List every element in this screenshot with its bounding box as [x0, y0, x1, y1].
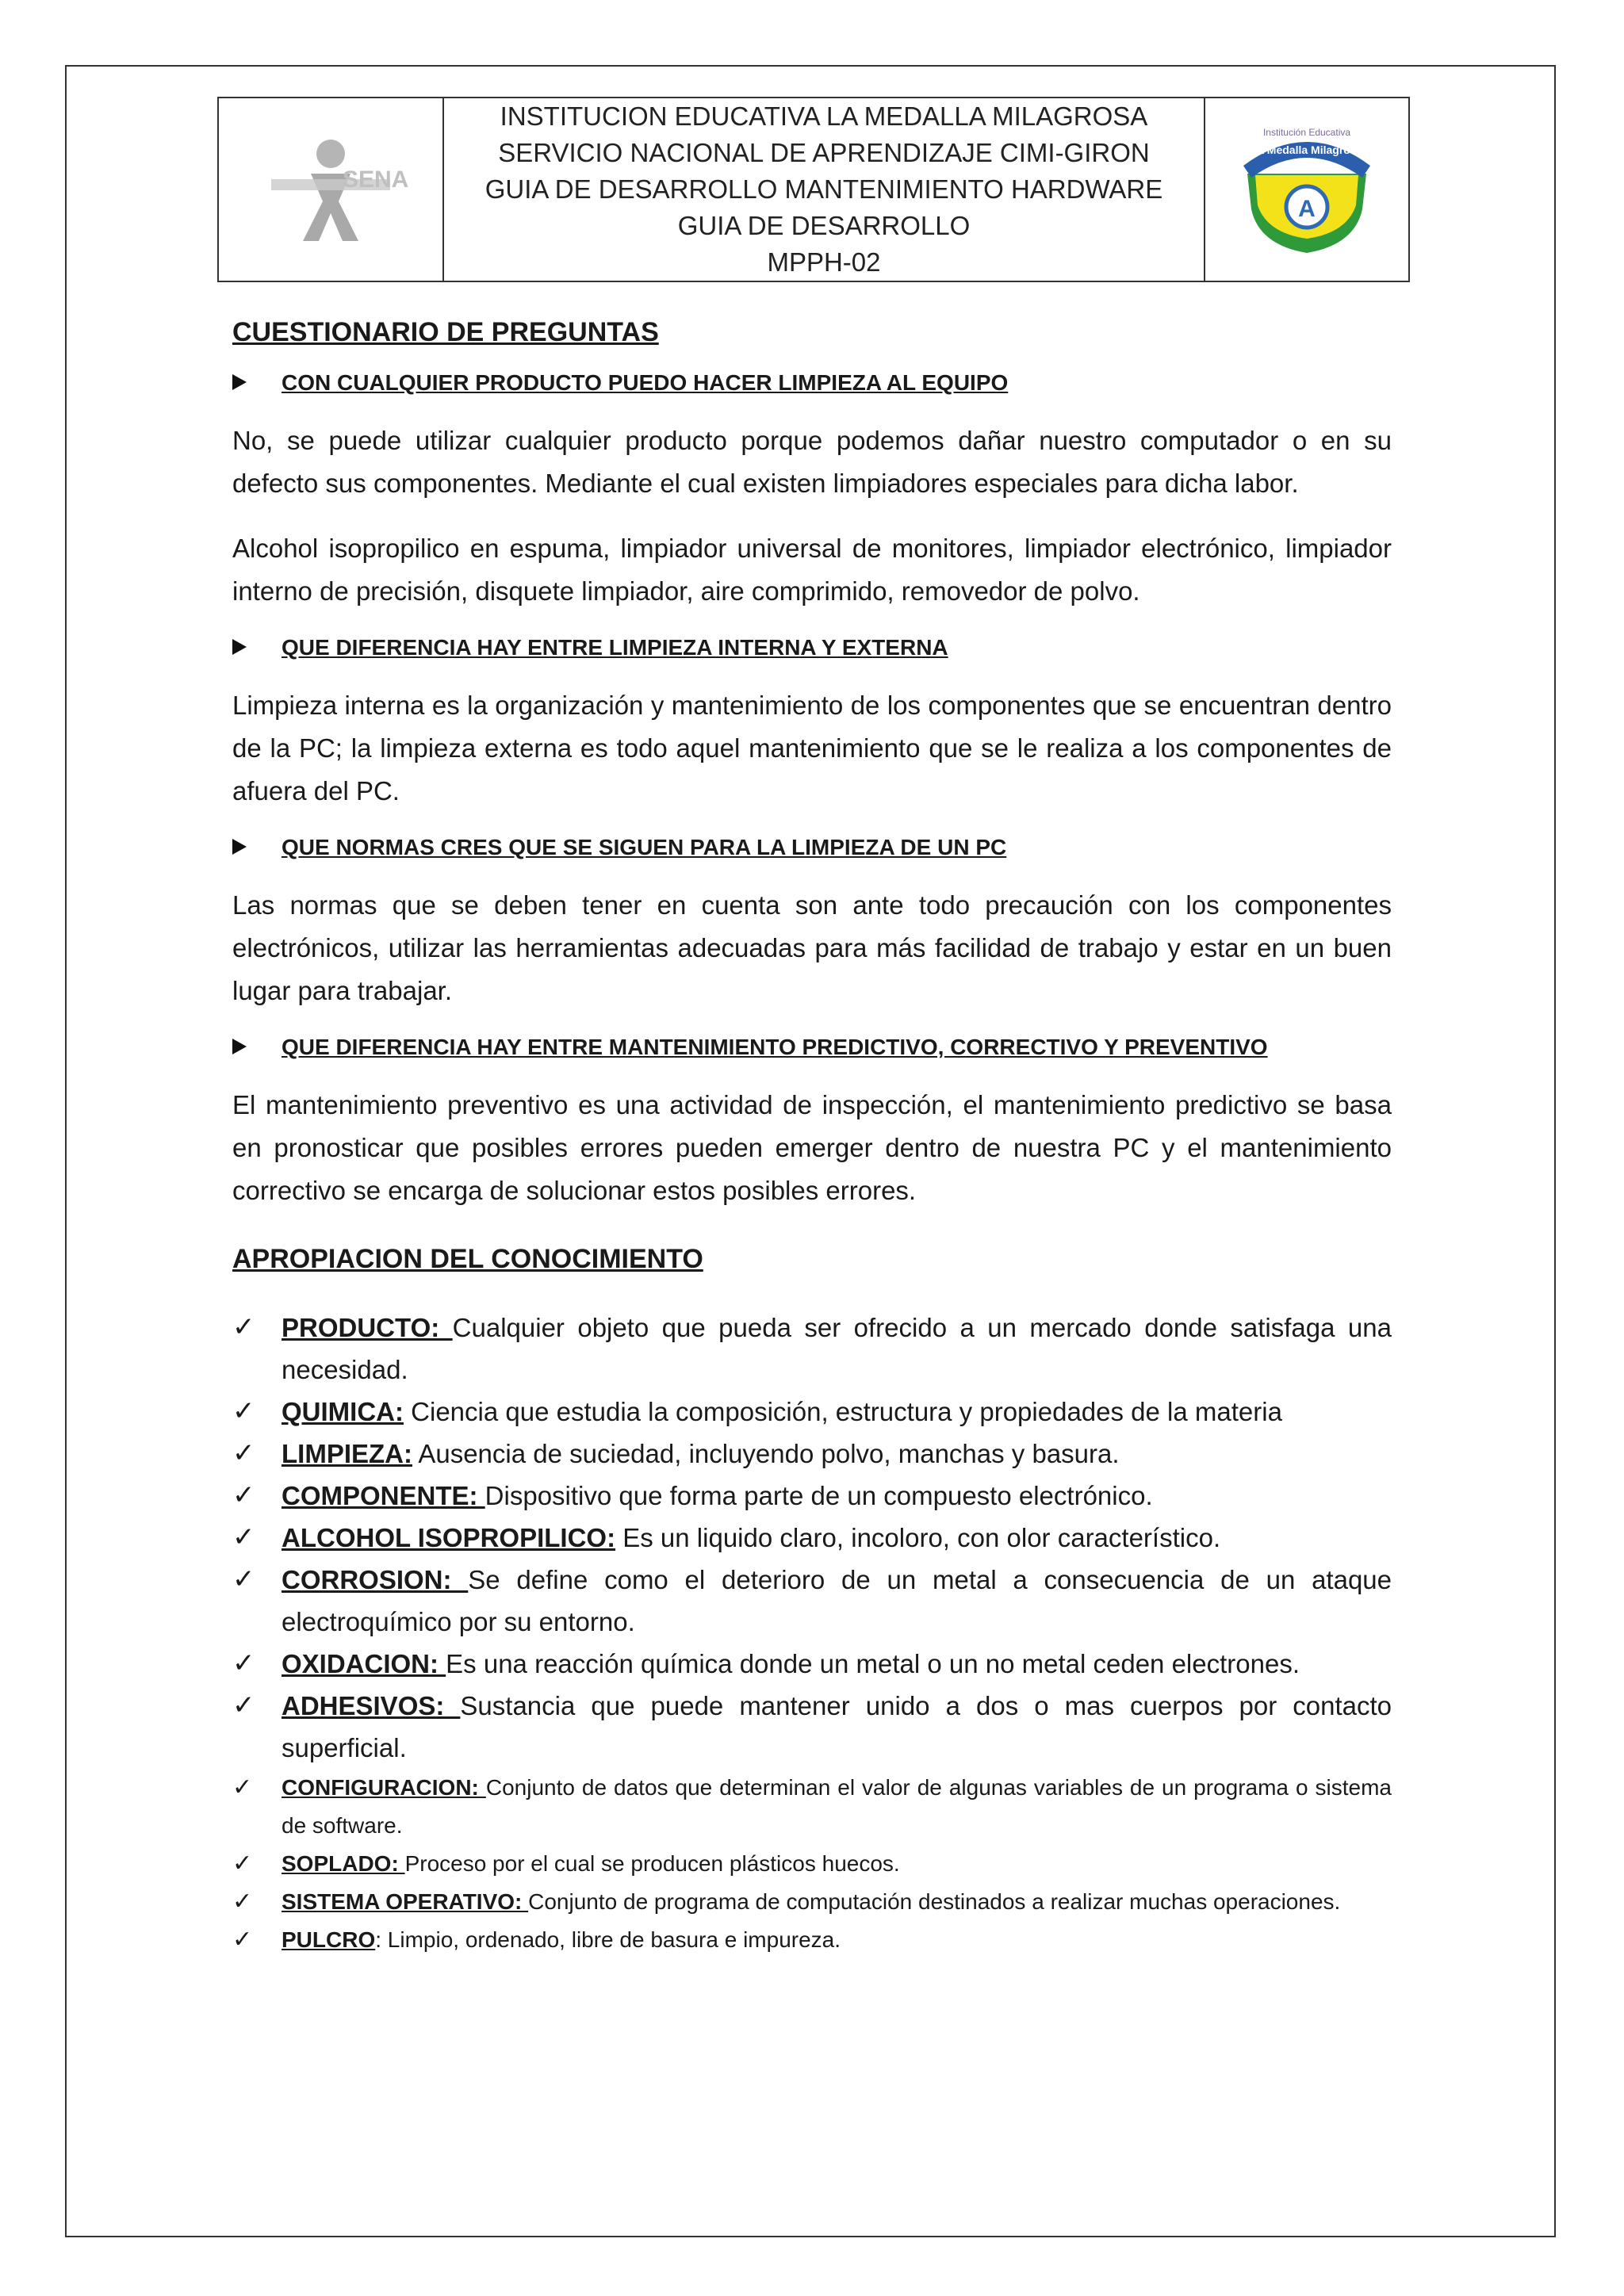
- header-line-guide: GUIA DE DESARROLLO MANTENIMIENTO HARDWARE: [485, 174, 1163, 204]
- checkmark-icon: ✓: [232, 1311, 255, 1343]
- definition-item: [232, 1475, 1392, 1517]
- checkmark-icon: ✓: [232, 1888, 253, 1915]
- question-text: CON CUALQUIER PRODUCTO PUEDO HACER LIMPIEZA AL EQUIPO: [282, 370, 1009, 395]
- document-header: [217, 97, 1410, 282]
- definition-item: [232, 1517, 1392, 1559]
- answer-paragraph: No, se puede utilizar cualquier producto porque podemos dañar nuestro computador o en su defecto sus componentes. Mediante el cual existen limpiadores especiales para dicha labor.: [232, 426, 1392, 498]
- sena-logo-icon: [263, 122, 409, 257]
- definition-term: QUIMICA:: [282, 1397, 404, 1426]
- header-line-institution: INSTITUCION EDUCATIVA LA MEDALLA MILAGROSA: [500, 101, 1148, 131]
- question-block: [232, 635, 1392, 813]
- definition-term: ALCOHOL ISOPROPILICO:: [282, 1523, 616, 1552]
- answer-paragraph: Las normas que se deben tener en cuenta son ante todo precaución con los componentes electrónicos, utilizar las herramientas adecuadas para más facilidad de trabajo y estar en un buen lugar para trabajar.: [232, 890, 1392, 1005]
- definition-term: CONFIGURACION:: [282, 1775, 486, 1800]
- checkmark-icon: ✓: [232, 1850, 253, 1877]
- checkmark-icon: ✓: [232, 1395, 255, 1427]
- definition-item: [232, 1433, 1392, 1475]
- definition-text: Es una reacción química donde un metal o un no metal ceden electrones.: [446, 1649, 1300, 1678]
- question-heading: [232, 1035, 1392, 1060]
- arrow-bullet-icon: [232, 636, 282, 660]
- answer-paragraph: Alcohol isopropilico en espuma, limpiador universal de monitores, limpiador electrónico, limpiador interno de precisión, disquete limpiador, aire comprimido, removedor de polvo.: [232, 534, 1392, 606]
- definition-term: CORROSION:: [282, 1565, 469, 1594]
- definition-item: [232, 1845, 1392, 1883]
- answer-paragraph: Limpieza interna es la organización y mantenimiento de los componentes que se encuentran dentro de la PC; la limpieza externa es todo aquel mantenimiento que se le realiza a los componentes de afuera del PC.: [232, 691, 1392, 806]
- definition-text: Dispositivo que forma parte de un compuesto electrónico.: [485, 1481, 1153, 1510]
- school-crest-icon: [1235, 118, 1378, 261]
- definition-item: [232, 1883, 1392, 1921]
- svg-text:Institución Educativa: Institución Educativa: [1262, 127, 1351, 138]
- question-text: QUE NORMAS CRES QUE SE SIGUEN PARA LA LIMPIEZA DE UN PC: [282, 835, 1007, 859]
- checkmark-icon: ✓: [232, 1926, 253, 1954]
- definition-text: : Limpio, ordenado, libre de basura e impureza.: [375, 1927, 841, 1952]
- question-heading: [232, 370, 1392, 396]
- definition-term: SISTEMA OPERATIVO:: [282, 1889, 529, 1914]
- checkmark-icon: ✓: [232, 1437, 255, 1469]
- checkmark-icon: ✓: [232, 1479, 255, 1511]
- checkmark-icon: ✓: [232, 1647, 255, 1679]
- checkmark-icon: ✓: [232, 1774, 253, 1801]
- svg-text:La Medalla Milagrosa: La Medalla Milagrosa: [1251, 144, 1363, 156]
- definition-text: Conjunto de datos que determinan el valor de algunas variables de un programa o sistema de software.: [282, 1775, 1392, 1838]
- question-block: [232, 1035, 1392, 1212]
- definition-item: [232, 1685, 1392, 1769]
- arrow-bullet-icon: [232, 371, 282, 396]
- question-block: [232, 835, 1392, 1012]
- question-block: [232, 370, 1392, 613]
- arrow-bullet-icon: [232, 1035, 282, 1060]
- definition-text: Conjunto de programa de computación destinados a realizar muchas operaciones.: [528, 1889, 1341, 1914]
- answer-paragraph: El mantenimiento preventivo es una actividad de inspección, el mantenimiento predictivo se basa en pronosticar que posibles errores pueden emerger dentro de nuestra PC y el mantenimiento correctivo se encarga de solucionar estos posibles errores.: [232, 1090, 1392, 1205]
- definition-term: PULCRO: [282, 1927, 376, 1952]
- question-text: QUE DIFERENCIA HAY ENTRE LIMPIEZA INTERNA Y EXTERNA: [282, 635, 948, 660]
- section-title-knowledge: APROPIACION DEL CONOCIMIENTO: [232, 1244, 703, 1274]
- definition-term: PRODUCTO:: [282, 1313, 453, 1342]
- sena-logo-text: SENA: [343, 166, 409, 193]
- sena-logo: [219, 98, 444, 281]
- definition-item: [232, 1643, 1392, 1685]
- checkmark-icon: ✓: [232, 1689, 255, 1721]
- section-title-questions: CUESTIONARIO DE PREGUNTAS: [232, 317, 659, 347]
- question-heading: [232, 835, 1392, 860]
- checkmark-icon: ✓: [232, 1563, 255, 1595]
- definition-text: Es un liquido claro, incoloro, con olor característico.: [615, 1523, 1221, 1552]
- header-line-code: MPPH-02: [767, 247, 881, 277]
- arrow-bullet-icon: [232, 836, 282, 860]
- question-text: QUE DIFERENCIA HAY ENTRE MANTENIMIENTO PREDICTIVO, CORRECTIVO Y PREVENTIVO: [282, 1035, 1268, 1059]
- document-body: [232, 317, 1392, 1959]
- definition-term: SOPLADO:: [282, 1851, 405, 1876]
- definition-text: Se define como el deterioro de un metal a consecuencia de un ataque electroquímico por su entorno.: [282, 1565, 1392, 1636]
- definition-text: Cualquier objeto que pueda ser ofrecido a un mercado donde satisfaga una necesidad.: [282, 1313, 1392, 1384]
- definition-item: [232, 1307, 1392, 1391]
- definition-term: LIMPIEZA:: [282, 1439, 412, 1468]
- definition-text: Ciencia que estudia la composición, estructura y propiedades de la materia: [403, 1397, 1282, 1426]
- definition-item: [232, 1769, 1392, 1845]
- school-crest-logo: [1204, 98, 1408, 281]
- header-title-block: [444, 98, 1204, 281]
- definition-item: [232, 1391, 1392, 1433]
- question-heading: [232, 635, 1392, 660]
- definition-text: Proceso por el cual se producen plásticos huecos.: [404, 1851, 900, 1876]
- definition-item: [232, 1559, 1392, 1643]
- definition-term: ADHESIVOS:: [282, 1691, 461, 1720]
- header-line-guide-type: GUIA DE DESARROLLO: [677, 211, 971, 240]
- header-line-service: SERVICIO NACIONAL DE APRENDIZAJE CIMI-GIRON: [498, 138, 1150, 167]
- definition-text: Sustancia que puede mantener unido a dos o mas cuerpos por contacto superficial.: [282, 1691, 1392, 1762]
- checkmark-icon: ✓: [232, 1521, 255, 1553]
- svg-text:A: A: [1298, 196, 1316, 222]
- definition-term: COMPONENTE:: [282, 1481, 485, 1510]
- definitions-list: [232, 1307, 1392, 1959]
- definition-text: Ausencia de suciedad, incluyendo polvo, manchas y basura.: [412, 1439, 1120, 1468]
- definition-term: OXIDACION:: [282, 1649, 446, 1678]
- definition-item: [232, 1921, 1392, 1959]
